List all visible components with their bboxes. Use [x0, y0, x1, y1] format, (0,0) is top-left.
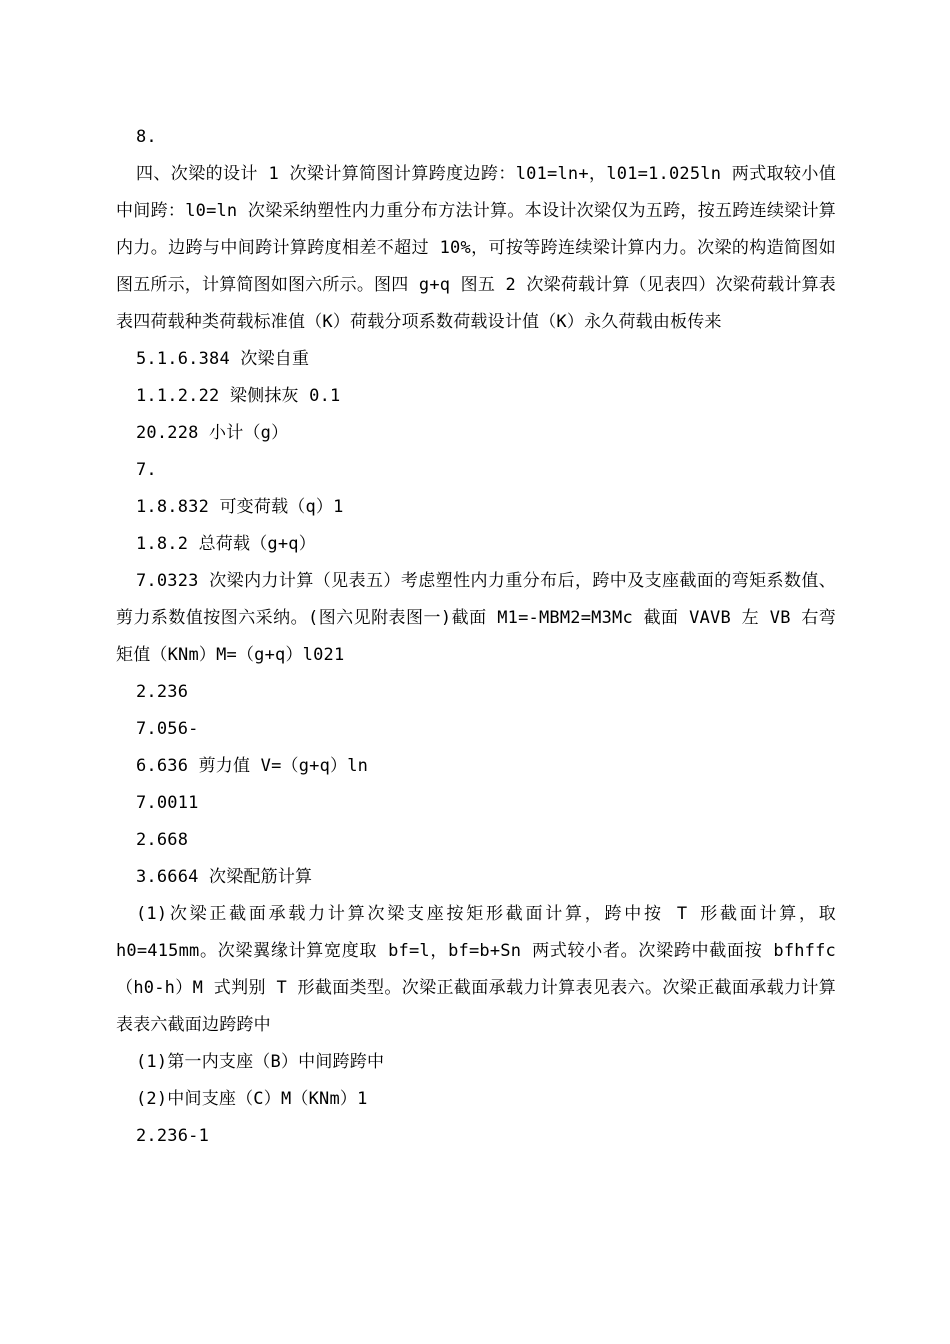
- paragraph: 20.228 小计（g）: [136, 423, 289, 443]
- paragraph: (1)次梁正截面承载力计算次梁支座按矩形截面计算，跨中按 T 形截面计算，取 h0=415mm。次梁翼缘计算宽度取 bf=l，bf=b+Sn 两式较小者。次梁跨中截面按 bfhffc（h0-h）M 式判别 T 形截面类型。次梁正截面承载力计算表见表六。次梁正截面承载力计算表表六截面边跨跨中: [116, 904, 836, 1035]
- paragraph: (2)中间支座（C）M（KNm）1: [136, 1089, 368, 1109]
- paragraph: 2.236: [136, 682, 189, 702]
- document-body: [116, 119, 836, 1155]
- paragraph: 四、次梁的设计 1 次梁计算简图计算跨度边跨：l01=ln+，l01=1.025ln 两式取较小值中间跨：l0=ln 次梁采纳塑性内力重分布方法计算。本设计次梁仅为五跨，按五跨连续梁计算内力。边跨与中间跨计算跨度相差不超过 10%，可按等跨连续梁计算内力。次梁的构造简图如图五所示，计算简图如图六所示。图四 g+q 图五 2 次梁荷载计算（见表四）次梁荷载计算表表四荷载种类荷载标准值（K）荷载分项系数荷载设计值（K）永久荷载由板传来: [116, 164, 836, 332]
- paragraph: 1.8.2 总荷载（g+q）: [136, 534, 316, 554]
- paragraph: 5.1.6.384 次梁自重: [136, 349, 310, 369]
- paragraph: 8.: [136, 127, 157, 147]
- paragraph: (1)第一内支座（B）中间跨跨中: [136, 1052, 385, 1072]
- paragraph: 1.1.2.22 梁侧抹灰 0.1: [136, 386, 341, 406]
- paragraph: 1.8.832 可变荷载（q）1: [136, 497, 344, 517]
- paragraph: 2.236-1: [136, 1126, 210, 1146]
- paragraph: 3.6664 次梁配筋计算: [136, 867, 313, 887]
- paragraph: 7.0323 次梁内力计算（见表五）考虑塑性内力重分布后，跨中及支座截面的弯矩系数值、剪力系数值按图六采纳。(图六见附表图一)截面 M1=-MBM2=M3Mc 截面 VAVB 左 VB 右弯矩值（KNm）M=（g+q）l021: [116, 571, 836, 665]
- paragraph: 7.: [136, 460, 157, 480]
- paragraph: 6.636 剪力值 V=（g+q）ln: [136, 756, 369, 776]
- paragraph: 7.0011: [136, 793, 199, 813]
- paragraph: 2.668: [136, 830, 189, 850]
- paragraph: 7.056-: [136, 719, 199, 739]
